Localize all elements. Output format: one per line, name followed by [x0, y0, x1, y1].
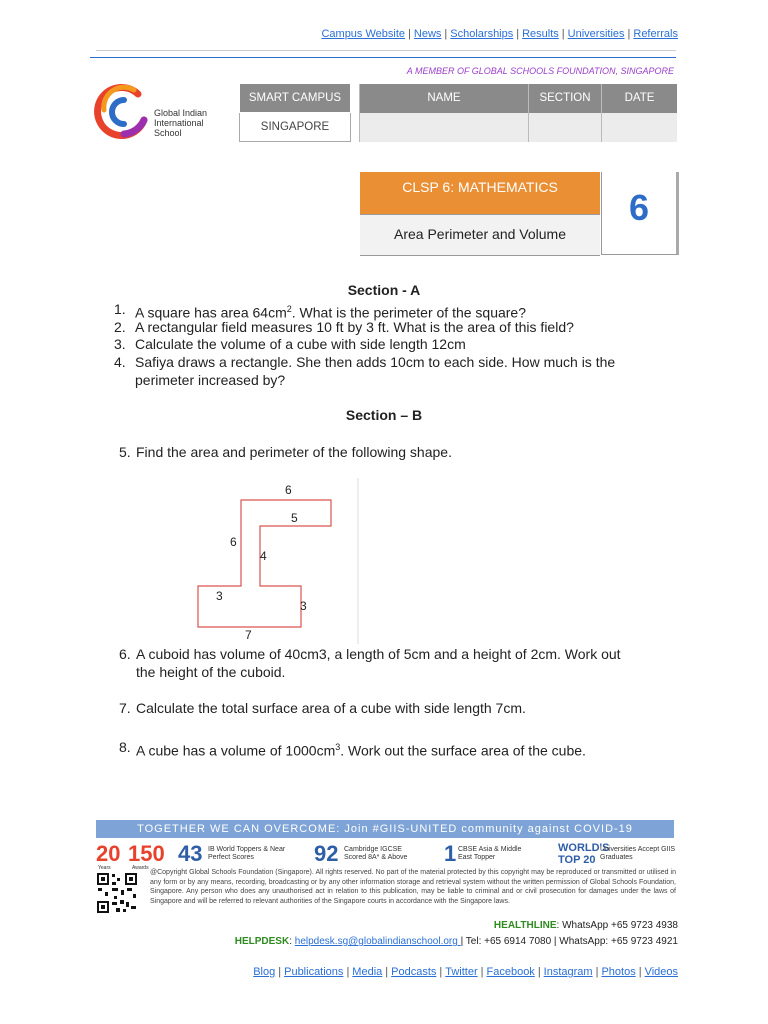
link-instagram[interactable]: Instagram [543, 966, 593, 978]
section-header: SECTION [529, 84, 602, 113]
link-photos[interactable]: Photos [601, 966, 636, 978]
link-results[interactable]: Results [522, 28, 559, 40]
label-right-lower: 3 [300, 599, 307, 613]
smart-campus-label: SMART CAMPUS [240, 84, 351, 113]
label-right-top: 5 [291, 511, 298, 525]
helpdesk: HELPDESK: helpdesk.sg@globalindianschool.org | Tel: +65 6914 7080 | WhatsApp: +65 9723 4921 [234, 936, 678, 947]
section-b-title: Section – B [345, 407, 423, 423]
subject-box [360, 172, 676, 256]
achievement-stats [96, 842, 676, 870]
link-referrals[interactable]: Referrals [633, 28, 678, 40]
label-left-upper: 6 [230, 535, 237, 549]
link-twitter[interactable]: Twitter [445, 966, 478, 978]
subject-topic: Area Perimeter and Volume [360, 214, 600, 256]
qr-code-icon [96, 872, 138, 914]
link-media[interactable]: Media [352, 966, 383, 978]
stat-awards: 150 Awards [128, 841, 165, 871]
link-news[interactable]: News [413, 28, 442, 40]
logo-swirl-icon [94, 80, 152, 142]
covid-banner: TOGETHER WE CAN OVERCOME: Join #GIIS-UNITED community against COVID-19 [96, 820, 674, 838]
link-scholarships[interactable]: Scholarships [450, 28, 514, 40]
date-header: DATE [602, 84, 678, 113]
link-universities[interactable]: Universities [567, 28, 625, 40]
label-left-lower: 3 [216, 589, 223, 603]
healthline: HEALTHLINE: WhatsApp +65 9723 4938 [493, 920, 678, 931]
shape-outline [198, 500, 331, 627]
name-field[interactable] [360, 113, 529, 142]
member-text: A MEMBER OF GLOBAL SCHOOLS FOUNDATION, SINGAPORE [406, 66, 674, 76]
section-a-title: Section - A [347, 282, 421, 298]
helpdesk-email-link[interactable]: helpdesk.sg@globalindianschool.org [294, 936, 461, 947]
link-publications[interactable]: Publications [284, 966, 344, 978]
stat-world-top20: WORLD'S TOP 20 Universities Accept GIIS Graduates [558, 842, 676, 866]
link-campus-website[interactable]: Campus Website [321, 28, 406, 40]
link-blog[interactable]: Blog [253, 966, 276, 978]
bottom-links: Blog | Publications | Media | Podcasts | Twitter | Facebook | Instagram | Photos | Videos [253, 966, 678, 978]
divider [96, 50, 676, 51]
stat-igcse: 92 Cambridge IGCSE Scored 8A* & Above [314, 841, 408, 866]
divider-blue [90, 57, 676, 58]
copyright-notice: @Copyright Global Schools Foundation (Singapore). All rights reserved. No part of the material protected by this copyright may be reproduced or transmitted or utilised in any form or by any means, recording, broadcasting or by any other information storage and retrieval system without the written permission of Global Schools Foundation, Singapore. Any person who does any unauthorised act in relation to this publication, may be liable to criminal and or civil prosecution for damages under the laws of Singapore and will be referred to relevant authorities of the Singapore courts in accordance with the Singapore laws. [150, 869, 676, 905]
label-bottom: 7 [245, 628, 252, 642]
school-logo [94, 80, 234, 142]
label-top: 6 [285, 483, 292, 497]
subject-title: CLSP 6: MATHEMATICS [360, 172, 600, 214]
top-links: Campus Website | News | Scholarships | Results | Universities | Referrals [321, 28, 678, 40]
link-podcasts[interactable]: Podcasts [391, 966, 437, 978]
name-header: NAME [360, 84, 529, 113]
section-field[interactable] [529, 113, 602, 142]
link-videos[interactable]: Videos [644, 966, 678, 978]
campus-value: SINGAPORE [240, 113, 351, 142]
composite-shape-diagram [180, 478, 370, 644]
stat-years: 20 Years [96, 841, 121, 871]
grade-number: 6 [601, 172, 679, 255]
stat-cbse: 1 CBSE Asia & Middle East Topper [444, 841, 522, 866]
date-field[interactable] [602, 113, 678, 142]
stat-ib: 43 IB World Toppers & Near Perfect Scores [178, 841, 286, 866]
student-info-table [239, 83, 677, 142]
label-inner: 4 [260, 549, 267, 563]
link-facebook[interactable]: Facebook [486, 966, 535, 978]
logo-text: Global Indian International School [154, 108, 208, 138]
